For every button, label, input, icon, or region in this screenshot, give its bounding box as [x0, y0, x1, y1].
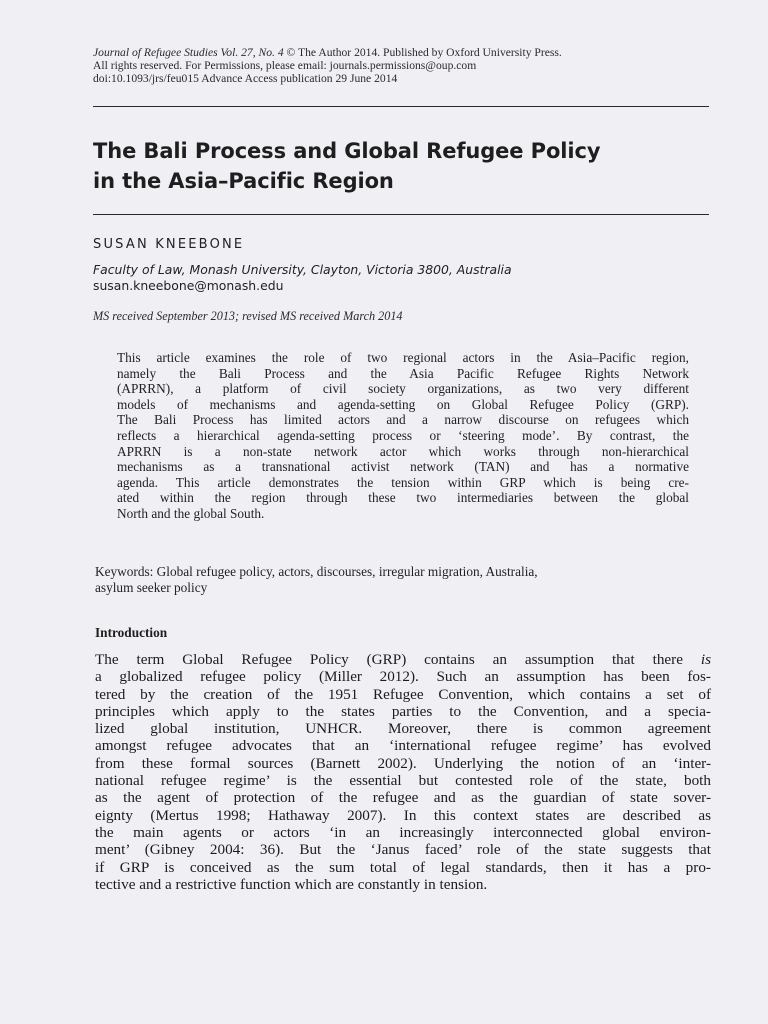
- paragraph-line: eignty (Mertus 1998; Hathaway 2007). In this context states are described as: [95, 806, 711, 824]
- abstract-line: namely the Bali Process and the Asia Pacific Refugee Rights Network: [117, 365, 689, 381]
- title-line: The Bali Process and Global Refugee Policy: [93, 139, 601, 163]
- paragraph-line: tered by the creation of the 1951 Refugee Convention, which contains a set of: [95, 685, 711, 703]
- paragraph-line: if GRP is conceived as the sum total of legal standards, then it has a pro-: [95, 858, 711, 876]
- section-heading-introduction: Introduction: [95, 625, 168, 640]
- article-title: [93, 136, 723, 196]
- paragraph-line: a globalized refugee policy (Miller 2012). Such an assumption has been fos-: [95, 668, 711, 686]
- permissions-notice: All rights reserved. For Permissions, please email: journals.permissions@oup.com: [93, 59, 477, 72]
- paragraph-line: as the agent of protection of the refugee and as the guardian of state sover-: [95, 789, 711, 807]
- abstract-line: ated within the region through these two intermediaries between the global: [117, 490, 689, 506]
- copyright-notice: © The Author 2014. Published by Oxford University Press.: [283, 46, 562, 59]
- doi-line: doi:10.1093/jrs/feu015 Advance Access publication 29 June 2014: [93, 72, 398, 85]
- abstract-line: This article examines the role of two regional actors in the Asia–Pacific region,: [117, 350, 689, 365]
- keywords: [95, 564, 695, 597]
- emphasis-text: is: [700, 651, 711, 668]
- paragraph-line: from these formal sources (Barnett 2002). Underlying the notion of an ‘inter-: [95, 754, 711, 772]
- abstract-line: mechanisms as a transnational activist network (TAN) and has a normative: [117, 459, 689, 475]
- title-divider: [93, 214, 709, 215]
- abstract-line: (APRRN), a platform of civil society organizations, as two very different: [117, 381, 689, 397]
- abstract-line: The Bali Process has limited actors and a narrow discourse on refugees which: [117, 412, 689, 428]
- paragraph-text: The term Global Refugee Policy (GRP) contains an assumption that there: [95, 651, 701, 668]
- journal-header: [93, 46, 693, 85]
- abstract-line: agenda. This article demonstrates the tension within GRP which is being cre-: [117, 474, 689, 490]
- author-name: SUSAN KNEEBONE: [93, 237, 245, 252]
- abstract-line: North and the global South.: [117, 505, 265, 521]
- author-email: susan.kneebone@monash.edu: [93, 278, 284, 293]
- author-affiliation: Faculty of Law, Monash University, Clayton, Victoria 3800, Australia: [93, 262, 512, 277]
- paragraph-line: [95, 651, 711, 668]
- abstract-line: APRRN is a non-state network actor which works through non-hierarchical: [117, 443, 689, 459]
- keywords-line: Keywords: Global refugee policy, actors, discourses, irregular migration, Australia,: [95, 564, 538, 579]
- journal-citation: Journal of Refugee Studies Vol. 27, No. 4: [93, 46, 284, 59]
- abstract-line: reflects a hierarchical agenda-setting process or ‘steering mode’. By contrast, the: [117, 427, 689, 443]
- author-affiliation-block: [93, 262, 512, 294]
- title-line: in the Asia–Pacific Region: [93, 169, 394, 193]
- paragraph-line: lized global institution, UNHCR. Moreover, there is common agreement: [95, 720, 711, 738]
- paragraph-line: amongst refugee advocates that an ‘international refugee regime’ has evolved: [95, 737, 711, 755]
- paragraph-line: national refugee regime’ is the essential but contested role of the state, both: [95, 772, 711, 790]
- header-line-1: [93, 46, 693, 59]
- introduction-paragraph: [95, 651, 711, 893]
- paragraph-line: principles which apply to the states parties to the Convention, and a specia-: [95, 702, 711, 720]
- paragraph-line: ment’ (Gibney 2004: 36). But the ‘Janus faced’ role of the state suggests that: [95, 841, 711, 859]
- header-divider: [93, 106, 709, 107]
- abstract-line: models of mechanisms and agenda-setting on Global Refugee Policy (GRP).: [117, 396, 689, 412]
- keywords-line: asylum seeker policy: [95, 580, 208, 596]
- paragraph-line: the main agents or actors ‘in an increasingly interconnected global environ-: [95, 823, 711, 841]
- abstract: [117, 350, 689, 522]
- manuscript-dates: MS received September 2013; revised MS received March 2014: [93, 309, 403, 323]
- paragraph-line: tective and a restrictive function which are constantly in tension.: [95, 875, 488, 893]
